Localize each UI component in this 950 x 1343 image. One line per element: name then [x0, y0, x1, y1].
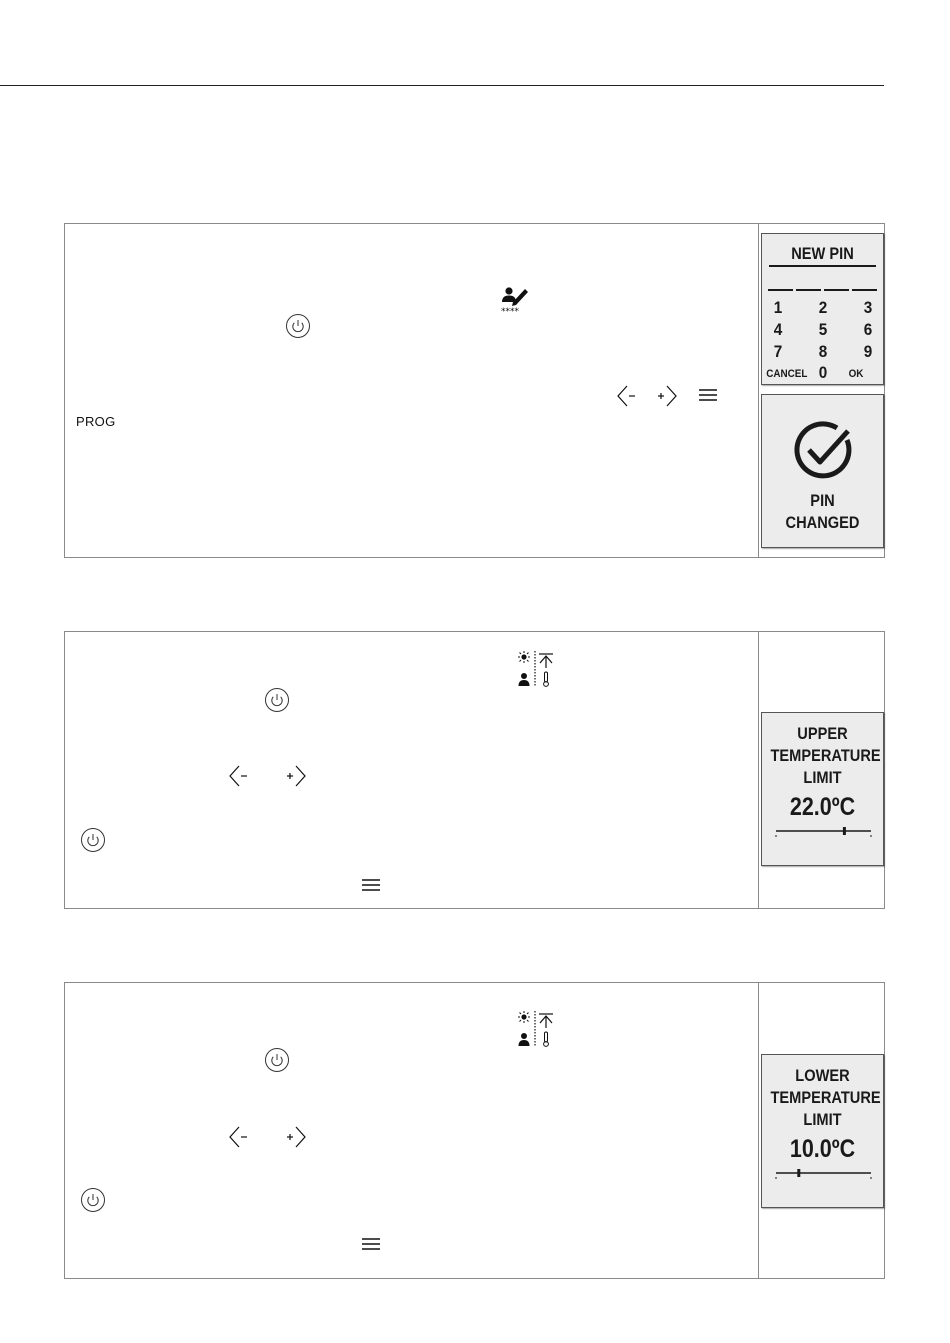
- pin-instructions-panel: [64, 223, 885, 558]
- power-button-icon[interactable]: [285, 313, 311, 339]
- screen-line1: LOWER: [795, 1066, 850, 1085]
- screen-line3: LIMIT: [803, 1110, 842, 1129]
- key-9[interactable]: 9: [863, 342, 873, 361]
- minus-left-icon[interactable]: [617, 385, 639, 407]
- lower-limit-screen: [761, 1054, 884, 1208]
- pin-changed-line1: PIN: [810, 491, 835, 510]
- panel-divider: [758, 632, 759, 908]
- lower-limit-panel: [64, 982, 885, 1279]
- prog-label: PROG: [76, 414, 116, 429]
- power-button-icon[interactable]: [264, 1047, 290, 1073]
- upper-limit-panel: [64, 631, 885, 909]
- temperature-limit-icon: [516, 650, 556, 688]
- plus-right-icon[interactable]: [284, 765, 306, 787]
- minus-left-icon[interactable]: [229, 1126, 251, 1148]
- pin-digit-slot: [824, 289, 849, 291]
- slider-thumb[interactable]: [797, 1169, 800, 1177]
- power-button-icon[interactable]: [264, 687, 290, 713]
- new-pin-screen: [761, 233, 884, 385]
- temperature-value: 10.0ºC: [789, 1135, 856, 1163]
- menu-icon[interactable]: [361, 878, 381, 892]
- screen-line3: LIMIT: [803, 768, 842, 787]
- pin-changed-line2: CHANGED: [785, 513, 860, 532]
- plus-right-icon[interactable]: [284, 1126, 306, 1148]
- slider-thumb[interactable]: [843, 827, 846, 835]
- temperature-slider[interactable]: [774, 1168, 873, 1182]
- cancel-key[interactable]: CANCEL: [766, 368, 808, 380]
- panel-divider: [758, 224, 759, 557]
- screen-line1: UPPER: [797, 724, 848, 743]
- new-pin-title: NEW PIN: [791, 244, 854, 263]
- minus-left-icon[interactable]: [229, 765, 251, 787]
- menu-icon[interactable]: [698, 388, 718, 402]
- pin-digit-slot: [768, 289, 793, 291]
- temperature-value: 22.0ºC: [789, 793, 856, 821]
- upper-limit-screen: [761, 712, 884, 866]
- menu-icon[interactable]: [361, 1237, 381, 1251]
- pin-digit-slot: [852, 289, 877, 291]
- key-6[interactable]: 6: [863, 320, 873, 339]
- panel-divider: [758, 983, 759, 1278]
- key-8[interactable]: 8: [818, 342, 828, 361]
- ok-key[interactable]: OK: [848, 368, 864, 380]
- plus-right-icon[interactable]: [655, 385, 677, 407]
- user-pin-edit-icon: [500, 285, 534, 315]
- key-4[interactable]: 4: [773, 320, 783, 339]
- temperature-limit-icon: [516, 1010, 556, 1048]
- key-1[interactable]: 1: [773, 298, 783, 317]
- key-5[interactable]: 5: [818, 320, 828, 339]
- temperature-slider[interactable]: [774, 826, 873, 840]
- title-underline: [769, 265, 876, 267]
- check-circle-icon: [792, 419, 855, 480]
- power-button-icon[interactable]: [80, 827, 106, 853]
- pin-mask: ****: [501, 307, 519, 315]
- key-0[interactable]: 0: [818, 363, 828, 382]
- pin-changed-screen: [761, 394, 884, 548]
- pin-digit-slot: [796, 289, 821, 291]
- key-3[interactable]: 3: [863, 298, 873, 317]
- screen-line2: TEMPERATURE: [770, 746, 881, 765]
- screen-line2: TEMPERATURE: [770, 1088, 881, 1107]
- key-2[interactable]: 2: [818, 298, 828, 317]
- header-rule: [0, 85, 884, 86]
- key-7[interactable]: 7: [773, 342, 783, 361]
- power-button-icon[interactable]: [80, 1187, 106, 1213]
